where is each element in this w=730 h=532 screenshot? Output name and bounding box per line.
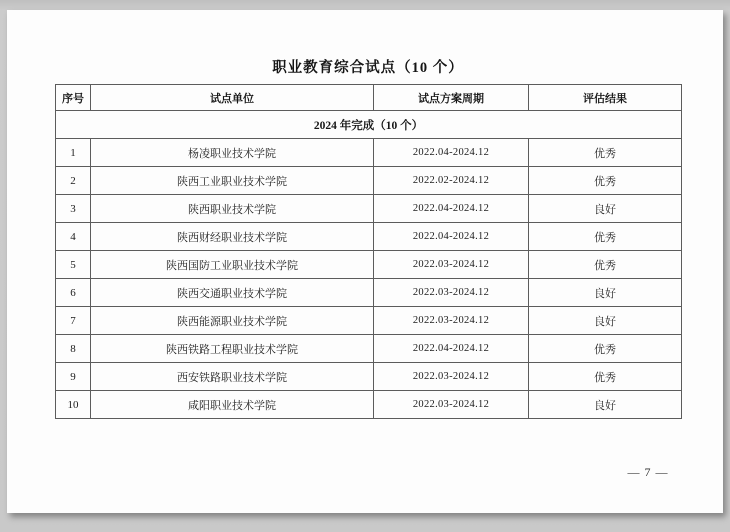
- table-row: [56, 223, 682, 251]
- table-row: [56, 307, 682, 335]
- table-row: [56, 251, 682, 279]
- row-result-cell: 优秀: [529, 167, 682, 195]
- row-result-cell: 优秀: [529, 223, 682, 251]
- table-row: [56, 363, 682, 391]
- row-period-cell: 2022.04-2024.12: [374, 195, 529, 223]
- row-unit-cell: 西安铁路职业技术学院: [91, 363, 374, 391]
- table-row: [56, 335, 682, 363]
- row-result-cell: 优秀: [529, 139, 682, 167]
- row-index-cell: 6: [56, 279, 91, 307]
- row-unit-cell: 陕西交通职业技术学院: [91, 279, 374, 307]
- row-unit-cell: 陕西铁路工程职业技术学院: [91, 335, 374, 363]
- row-index-cell: 9: [56, 363, 91, 391]
- section-header-label: 2024 年完成（10 个）: [56, 111, 682, 139]
- row-index-cell: 4: [56, 223, 91, 251]
- row-result-cell: 良好: [529, 307, 682, 335]
- table-row: [56, 139, 682, 167]
- row-index-cell: 5: [56, 251, 91, 279]
- table-header-row: [56, 85, 682, 111]
- row-index-cell: 3: [56, 195, 91, 223]
- row-unit-cell: 陕西财经职业技术学院: [91, 223, 374, 251]
- row-result-cell: 良好: [529, 279, 682, 307]
- row-unit-cell: 陕西工业职业技术学院: [91, 167, 374, 195]
- pilot-table: [55, 84, 682, 419]
- row-result-cell: 良好: [529, 391, 682, 419]
- row-index-cell: 1: [56, 139, 91, 167]
- row-unit-cell: 陕西能源职业技术学院: [91, 307, 374, 335]
- row-result-cell: 优秀: [529, 335, 682, 363]
- row-period-cell: 2022.03-2024.12: [374, 363, 529, 391]
- row-unit-cell: 杨凌职业技术学院: [91, 139, 374, 167]
- document-title: 职业教育综合试点（10 个）: [272, 60, 464, 76]
- row-unit-cell: 陕西职业技术学院: [91, 195, 374, 223]
- row-unit-cell: 陕西国防工业职业技术学院: [91, 251, 374, 279]
- table-row: [56, 279, 682, 307]
- table-row: [56, 195, 682, 223]
- page-number: — 7 —: [627, 465, 669, 479]
- row-unit-cell: 咸阳职业技术学院: [91, 391, 374, 419]
- row-period-cell: 2022.04-2024.12: [374, 335, 529, 363]
- row-period-cell: 2022.03-2024.12: [374, 279, 529, 307]
- row-period-cell: 2022.04-2024.12: [374, 139, 529, 167]
- row-period-cell: 2022.03-2024.12: [374, 391, 529, 419]
- row-result-cell: 良好: [529, 195, 682, 223]
- row-period-cell: 2022.03-2024.12: [374, 251, 529, 279]
- table-body: [56, 111, 682, 419]
- table-row: [56, 391, 682, 419]
- section-header-row: [56, 111, 682, 139]
- column-header-result: 评估结果: [529, 85, 682, 111]
- column-header-period: 试点方案周期: [374, 85, 529, 111]
- row-period-cell: 2022.04-2024.12: [374, 223, 529, 251]
- row-result-cell: 优秀: [529, 251, 682, 279]
- column-header-index: 序号: [56, 85, 91, 111]
- row-index-cell: 10: [56, 391, 91, 419]
- row-period-cell: 2022.03-2024.12: [374, 307, 529, 335]
- row-result-cell: 优秀: [529, 363, 682, 391]
- column-header-unit: 试点单位: [91, 85, 374, 111]
- row-index-cell: 2: [56, 167, 91, 195]
- row-index-cell: 7: [56, 307, 91, 335]
- row-index-cell: 8: [56, 335, 91, 363]
- document-page: [7, 10, 723, 513]
- table-row: [56, 167, 682, 195]
- row-period-cell: 2022.02-2024.12: [374, 167, 529, 195]
